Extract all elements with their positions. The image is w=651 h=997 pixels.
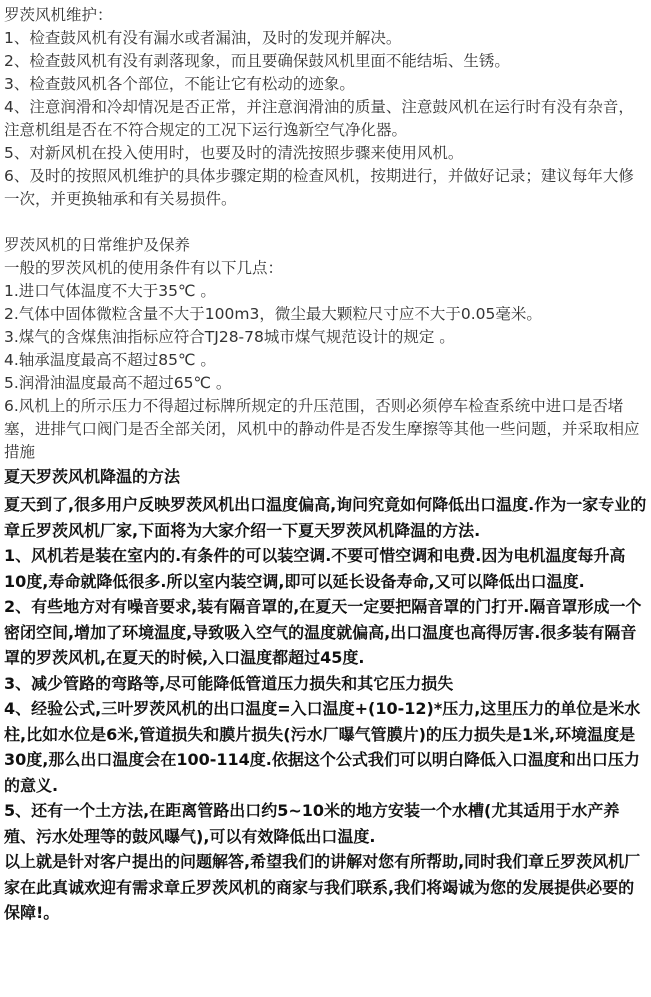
summer-cooling-section [4, 466, 647, 926]
maintenance-item: 2、检查鼓风机有没有剥落现象，而且要确保鼓风机里面不能结垢、生锈。 [4, 52, 510, 70]
summer-cooling-closing: 以上就是针对客户提出的问题解答,希望我们的讲解对您有所帮助,同时我们章丘罗茨风机厂家在此真诚欢迎有需求章丘罗茨风机的商家与我们联系,我们将竭诚为您的发展提供必要的保障!。 [4, 852, 641, 922]
maintenance-item: 3、检查鼓风机各个部位，不能让它有松动的迹象。 [4, 75, 355, 93]
maintenance-section [4, 4, 647, 211]
maintenance-title: 罗茨风机维护： [4, 6, 113, 24]
maintenance-item: 6、及时的按照风机维护的具体步骤定期的检查风机，按期进行，并做好记录；建议每年大修一次，并更换轴承和有关易损件。 [4, 167, 634, 208]
daily-care-intro: 一般的罗茨风机的使用条件有以下几点： [4, 259, 284, 277]
summer-cooling-item: 2、有些地方对有噪音要求,装有隔音罩的,在夏天一定要把隔音罩的门打开.隔音罩形成一个密闭空间,增加了环境温度,导致吸入空气的温度就偏高,出口温度也高得厉害.很多装有隔音罩的罗茨风机,在夏天的时候,入口温度都超过45度. [4, 597, 642, 667]
daily-care-section [4, 234, 647, 464]
daily-care-item: 6.风机上的所示压力不得超过标牌所规定的升压范围，否则必须停车检查系统中进口是否堵塞，进排气口阀门是否全部关闭，风机中的静动件是否发生摩擦等其他一些问题，并采取相应措施 [4, 397, 640, 461]
summer-cooling-item: 1、风机若是装在室内的.有条件的可以装空调.不要可惜空调和电费.因为电机温度每升高10度,寿命就降低很多.所以室内装空调,即可以延长设备寿命,又可以降低出口温度. [4, 546, 626, 591]
maintenance-item: 4、注意润滑和冷却情况是否正常，并注意润滑油的质量、注意鼓风机在运行时有没有杂音，注意机组是否在不符合规定的工况下运行逸新空气净化器。 [4, 98, 634, 139]
summer-cooling-item: 5、还有一个土方法,在距离管路出口约5~10米的地方安装一个水槽(尤其适用于水产养殖、污水处理等的鼓风曝气),可以有效降低出口温度. [4, 801, 620, 846]
article [4, 4, 647, 926]
daily-care-item: 4.轴承温度最高不超过85℃ 。 [4, 351, 216, 369]
summer-cooling-title: 夏天罗茨风机降温的方法 [4, 467, 181, 486]
daily-care-item: 5.润滑油温度最高不超过65℃ 。 [4, 374, 232, 392]
daily-care-title: 罗茨风机的日常维护及保养 [4, 236, 191, 254]
daily-care-item: 2.气体中固体微粒含量不大于100m3，微尘最大颗粒尺寸应不大于0.05毫米。 [4, 305, 542, 323]
maintenance-item: 5、对新风机在投入使用时，也要及时的清洗按照步骤来使用风机。 [4, 144, 464, 162]
summer-cooling-item: 3、减少管路的弯路等,尽可能降低管道压力损失和其它压力损失 [4, 673, 454, 693]
daily-care-item: 1.进口气体温度不大于35℃ 。 [4, 282, 216, 300]
maintenance-item: 1、检查鼓风机有没有漏水或者漏油，及时的发现并解决。 [4, 29, 402, 47]
daily-care-item: 3.煤气的含煤焦油指标应符合TJ28-78城市煤气规范设计的规定 。 [4, 328, 455, 346]
summer-cooling-intro: 夏天到了,很多用户反映罗茨风机出口温度偏高,询问究竟如何降低出口温度.作为一家专业的章丘罗茨风机厂家,下面将为大家介绍一下夏天罗茨风机降温的方法. [4, 495, 647, 540]
summer-cooling-item: 4、经验公式,三叶罗茨风机的出口温度=入口温度+(10-12)*压力,这里压力的单位是米水柱,比如水位是6米,管道损失和膜片损失(污水厂曝气管膜片)的压力损失是1米,环境温度是30度,那么出口温度会在100-114度.依据这个公式我们可以明白降低入口温度和出口压力的意义. [4, 699, 641, 795]
